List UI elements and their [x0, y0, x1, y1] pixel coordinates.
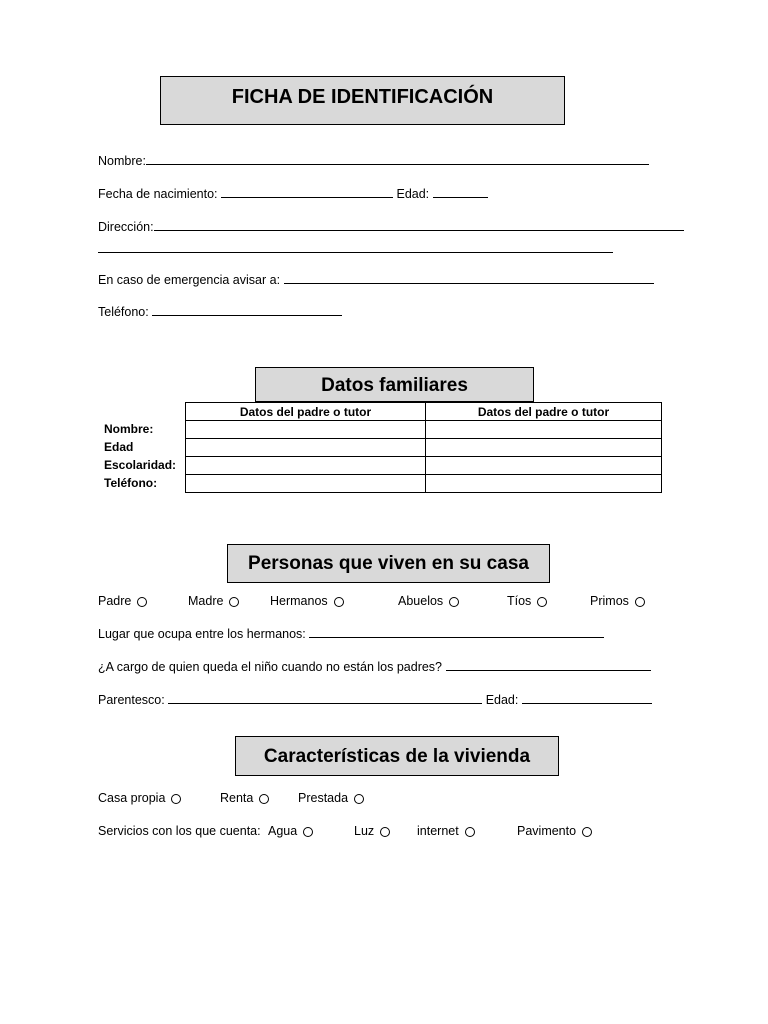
family-cell[interactable]: [186, 439, 426, 457]
radio-circle-icon[interactable]: [380, 827, 390, 837]
option-agua[interactable]: [268, 824, 313, 838]
form-title: [160, 76, 565, 125]
lugar-blank[interactable]: [309, 626, 604, 638]
radio-circle-icon[interactable]: [354, 794, 364, 804]
option-label: Renta: [220, 791, 254, 805]
option-tios[interactable]: [507, 594, 547, 608]
parentesco-field[interactable]: [98, 692, 652, 707]
family-row: [186, 457, 662, 475]
option-label: Prestada: [298, 791, 349, 805]
emergencia-blank[interactable]: [284, 272, 654, 284]
option-label: Madre: [188, 594, 224, 608]
fecha-nacimiento-label: Fecha de nacimiento:: [98, 187, 218, 201]
radio-circle-icon[interactable]: [635, 597, 645, 607]
option-label: Hermanos: [270, 594, 328, 608]
option-label: Primos: [590, 594, 629, 608]
family-cell[interactable]: [186, 457, 426, 475]
radio-circle-icon[interactable]: [303, 827, 313, 837]
option-label: Agua: [268, 824, 298, 838]
edad-label: Edad:: [396, 187, 430, 201]
option-hermanos[interactable]: [270, 594, 344, 608]
option-label: Luz: [354, 824, 375, 838]
lugar-field[interactable]: [98, 626, 604, 641]
emergencia-label: En caso de emergencia avisar a:: [98, 273, 281, 287]
option-renta[interactable]: [220, 791, 269, 805]
radio-circle-icon[interactable]: [137, 597, 147, 607]
direccion-field[interactable]: [98, 219, 684, 234]
option-padre[interactable]: [98, 594, 147, 608]
radio-circle-icon[interactable]: [465, 827, 475, 837]
option-pavimento[interactable]: [517, 824, 592, 838]
household-heading: [227, 544, 550, 583]
family-cell[interactable]: [426, 439, 662, 457]
radio-circle-icon[interactable]: [171, 794, 181, 804]
fecha-nacimiento-field[interactable]: [98, 186, 488, 201]
emergencia-field[interactable]: [98, 272, 654, 287]
household-heading-text: Personas que viven en su casa: [248, 553, 529, 574]
direccion-label: Dirección:: [98, 220, 154, 234]
telefono-field[interactable]: [98, 304, 342, 319]
fecha-nacimiento-blank[interactable]: [221, 186, 393, 198]
lugar-label: Lugar que ocupa entre los hermanos:: [98, 627, 306, 641]
family-cell[interactable]: [426, 475, 662, 493]
family-row-label: Teléfono:: [104, 476, 158, 490]
option-abuelos[interactable]: [398, 594, 459, 608]
option-label: Pavimento: [517, 824, 577, 838]
parentesco-edad-label: Edad:: [485, 693, 519, 707]
radio-circle-icon[interactable]: [334, 597, 344, 607]
form-title-text: FICHA DE IDENTIFICACIÓN: [231, 86, 494, 108]
option-label: Casa propia: [98, 791, 166, 805]
parentesco-edad-blank[interactable]: [522, 692, 652, 704]
services-label: Servicios con los que cuenta:: [98, 824, 261, 838]
telefono-blank[interactable]: [152, 304, 342, 316]
option-casa-propia[interactable]: [98, 791, 181, 805]
family-heading-text: Datos familiares: [321, 375, 468, 396]
housing-heading: [235, 736, 559, 776]
option-label: Tíos: [507, 594, 532, 608]
family-row-label: Edad: [104, 440, 134, 454]
family-cell[interactable]: [186, 475, 426, 493]
telefono-label: Teléfono:: [98, 305, 149, 319]
nombre-label: Nombre:: [98, 154, 146, 168]
family-row-label: Escolaridad:: [104, 458, 177, 472]
option-internet[interactable]: [417, 824, 475, 838]
option-prestada[interactable]: [298, 791, 364, 805]
family-col-header-2: Datos del padre o tutor: [426, 403, 662, 421]
housing-heading-text: Características de la vivienda: [263, 746, 531, 767]
option-luz[interactable]: [354, 824, 390, 838]
nombre-blank[interactable]: [146, 153, 649, 165]
nombre-field[interactable]: [98, 153, 649, 168]
family-heading: [255, 367, 534, 402]
radio-circle-icon[interactable]: [582, 827, 592, 837]
option-label: Abuelos: [398, 594, 444, 608]
family-row: [186, 475, 662, 493]
option-label: Padre: [98, 594, 132, 608]
family-row-label: Nombre:: [104, 422, 154, 436]
edad-blank[interactable]: [433, 186, 488, 198]
parentesco-label: Parentesco:: [98, 693, 165, 707]
cargo-label: ¿A cargo de quien queda el niño cuando no están los padres?: [98, 660, 443, 674]
cargo-blank[interactable]: [446, 659, 651, 671]
family-cell[interactable]: [426, 421, 662, 439]
radio-circle-icon[interactable]: [449, 597, 459, 607]
radio-circle-icon[interactable]: [537, 597, 547, 607]
parentesco-blank[interactable]: [168, 692, 482, 704]
direccion-blank[interactable]: [154, 219, 684, 231]
family-row: [186, 421, 662, 439]
option-primos[interactable]: [590, 594, 645, 608]
option-label: internet: [417, 824, 459, 838]
family-table: [185, 402, 662, 493]
direccion-blank-2[interactable]: [98, 252, 613, 253]
family-cell[interactable]: [426, 457, 662, 475]
family-row: [186, 439, 662, 457]
family-col-header-1: Datos del padre o tutor: [186, 403, 426, 421]
radio-circle-icon[interactable]: [229, 597, 239, 607]
option-madre[interactable]: [188, 594, 239, 608]
cargo-field[interactable]: [98, 659, 651, 674]
family-cell[interactable]: [186, 421, 426, 439]
radio-circle-icon[interactable]: [259, 794, 269, 804]
